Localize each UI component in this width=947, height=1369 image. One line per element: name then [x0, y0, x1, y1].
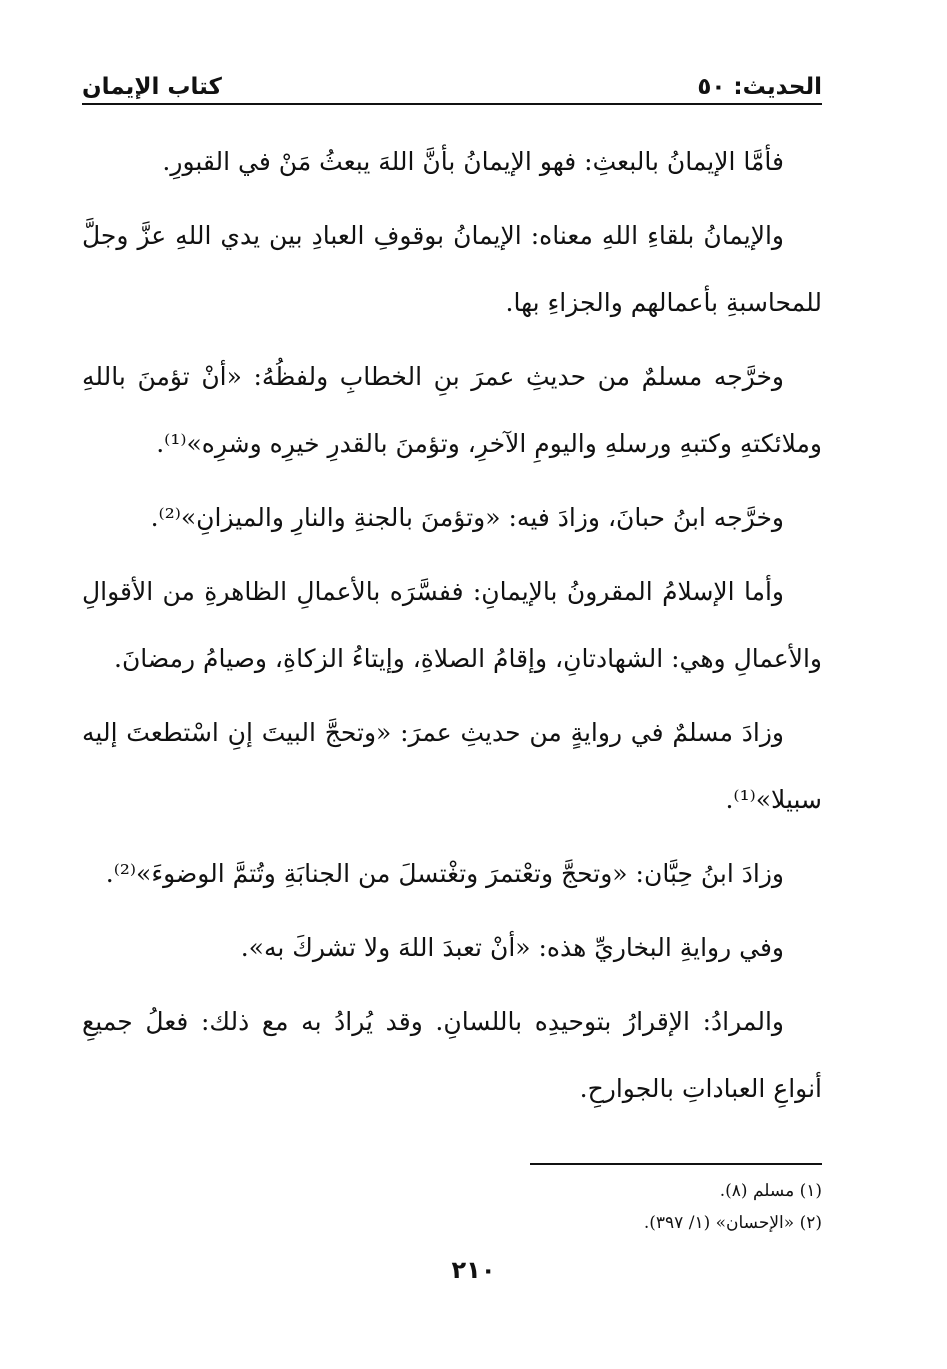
paragraph-meaning: والمرادُ: الإقرارُ بتوحيدِه باللسانِ. وقد يُرادُ به مع ذلك: فعلُ جميعِ أنواعِ العباداتِ بالجوارحِ.	[82, 1007, 822, 1103]
footnote-divider	[530, 1163, 822, 1165]
paragraph-ibn-hibban-narration: وخرَّجه ابنُ حبانَ، وزادَ فيه: «وتؤمنَ بالجنةِ والنارِ والميزانِ»⁽²⁾.	[150, 503, 784, 532]
paragraph-bukhari-narration: وفي روايةِ البخاريِّ هذه: «أنْ تعبدَ اللهَ ولا تشركَ به».	[240, 933, 784, 962]
paragraph-meeting-allah: والإيمانُ بلقاءِ اللهِ معناه: الإيمانُ بوقوفِ العبادِ بين يدي اللهِ عزَّ وجلَّ للمحاسبةِ بأعمالهم والجزاءِ بها.	[82, 221, 822, 317]
paragraph-muslim-addition: وزادَ مسلمٌ في روايةٍ من حديثِ عمرَ: «وتحجَّ البيتَ إنِ اسْتطعتَ إليه سبيلا»⁽¹⁾.	[82, 718, 822, 814]
page-number: ٢١٠	[451, 1256, 496, 1284]
paragraph-ibn-hibban-addition: وزادَ ابنُ حِبَّان: «وتحجَّ وتعْتمرَ وتغْتسلَ من الجنابَةِ وتُتمَّ الوضوءَ»⁽²⁾.	[105, 859, 784, 888]
paragraph-resurrection: فأمَّا الإيمانُ بالبعثِ: فهو الإيمانُ بأنَّ اللهَ يبعثُ مَنْ في القبورِ.	[162, 147, 784, 176]
header-hadith-number: الحديث: ٥٠	[697, 74, 822, 100]
footnote-1: (١) مسلم (٨).	[719, 1181, 822, 1201]
paragraph-muslim-narration: وخرَّجه مسلمٌ من حديثِ عمرَ بنِ الخطابِ ولفظُهُ: «أنْ تؤمنَ باللهِ وملائكتهِ وكتبهِ ورسلهِ واليومِ الآخرِ، وتؤمنَ بالقدرِ خيرِه وشرِه»⁽¹⁾.	[82, 362, 822, 458]
header-divider	[82, 103, 822, 105]
paragraph-islam-definition: وأما الإسلامُ المقرونُ بالإيمانِ: ففسَّرَه بالأعمالِ الظاهرةِ من الأقوالِ والأعمالِ وهي: الشهادتانِ، وإقامُ الصلاةِ، وإيتاءُ الزكاةِ، وصيامُ رمضانَ.	[82, 577, 822, 673]
main-text	[82, 128, 822, 1129]
footnote-2: (٢) «الإحسان» (١/ ٣٩٧).	[643, 1213, 822, 1233]
running-header	[82, 62, 822, 102]
header-book-title: كتاب الإيمان	[82, 74, 222, 100]
footnotes	[82, 1175, 822, 1239]
